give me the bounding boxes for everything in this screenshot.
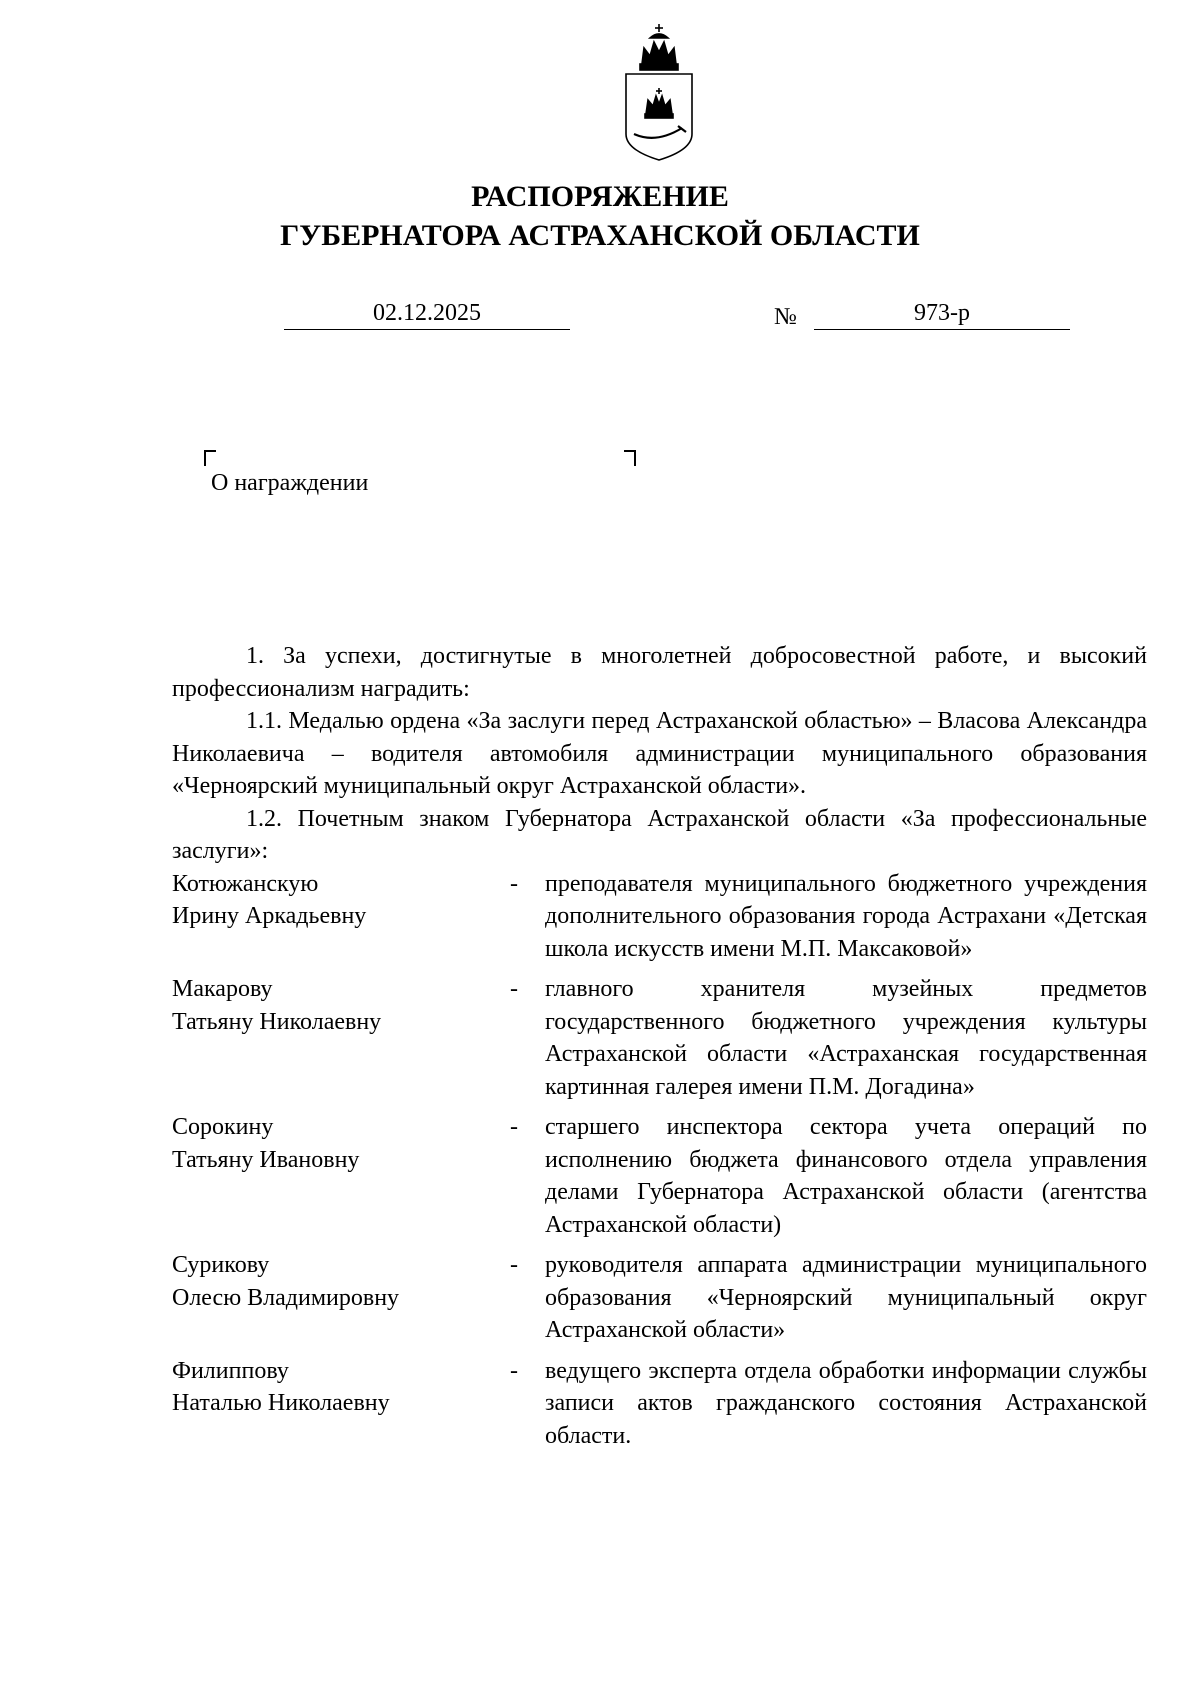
awardee-surname: Сорокину: [172, 1114, 274, 1140]
awardee-name: [172, 1355, 510, 1420]
coat-of-arms-emblem: [616, 22, 702, 172]
issuing-authority-title: ГУБЕРНАТОРА АСТРАХАНСКОЙ ОБЛАСТИ: [280, 219, 920, 252]
awardee-surname: Котюжанскую: [172, 870, 319, 897]
awardee-name: [172, 868, 510, 933]
awardee-position: ведущего эксперта отдела обработки информации службы записи актов гражданского состояния Астраханской области.: [545, 1357, 1147, 1449]
awardee-row: [172, 1355, 1147, 1453]
awardee-surname: Филиппову: [172, 1357, 289, 1384]
awardee-surname: Сурикову: [172, 1252, 270, 1278]
awardee-given-names: Татьяну Николаевну: [172, 1008, 382, 1035]
awardee-dash: -: [510, 1252, 518, 1278]
document-subject: О награждении: [211, 470, 369, 496]
awardee-position: главного хранителя музейных предметов государственного бюджетного учреждения культуры Астраханской области «Астраханская государственная картинная галерея имени П.М. Догадина»: [545, 976, 1147, 1100]
awardee-row: [172, 973, 1147, 1103]
awardee-position: руководителя аппарата администрации муниципального образования «Черноярский муниципальный округ Астраханской области»: [545, 1252, 1147, 1343]
subject-corner-mark-left: [204, 450, 216, 466]
document-type-title: РАСПОРЯЖЕНИЕ: [471, 180, 729, 213]
paragraph-1: 1. За успехи, достигнутые в многолетней добросовестной работе, и высокий профессионализм наградить:: [172, 643, 1147, 702]
awardee-given-names: Ирину Аркадьевну: [172, 903, 367, 929]
awardee-name: [172, 1249, 510, 1314]
document-date: 02.12.2025: [284, 296, 570, 330]
awardee-row: [172, 1249, 1147, 1347]
awardee-dash: -: [510, 1357, 518, 1384]
awardee-dash: -: [510, 976, 518, 1002]
awardee-position: старшего инспектора сектора учета операций по исполнению бюджета финансового отдела управления делами Губернатора Астраханской области (агентства Астраханской области): [545, 1114, 1147, 1238]
number-sign: №: [774, 304, 797, 330]
awardee-dash: -: [510, 870, 518, 897]
document-number: 973-р: [814, 296, 1070, 330]
paragraph-1-2: 1.2. Почетным знаком Губернатора Астраханской области «За профессиональные заслуги»:: [172, 805, 1147, 864]
awardee-name: [172, 973, 510, 1038]
awardee-dash: -: [510, 1114, 518, 1140]
awardee-row: [172, 868, 1147, 966]
subject-corner-mark-right: [624, 450, 636, 466]
paragraph-1-1: 1.1. Медалью ордена «За заслуги перед Астраханской областью» – Власова Александра Николаевича – водителя автомобиля администрации муниципального образования «Черноярский муниципальный округ Астраханской области».: [172, 708, 1147, 799]
awardee-name: [172, 1111, 510, 1176]
awardee-given-names: Татьяну Ивановну: [172, 1146, 360, 1173]
awardee-given-names: Наталью Николаевну: [172, 1390, 390, 1416]
awardee-given-names: Олесю Владимировну: [172, 1284, 400, 1311]
awardee-surname: Макарову: [172, 976, 273, 1002]
document-body: [172, 640, 1147, 1460]
awardee-position: преподавателя муниципального бюджетного учреждения дополнительного образования города Астрахани «Детская школа искусств имени М.П. Максаковой»: [545, 870, 1147, 962]
awardee-row: [172, 1111, 1147, 1241]
